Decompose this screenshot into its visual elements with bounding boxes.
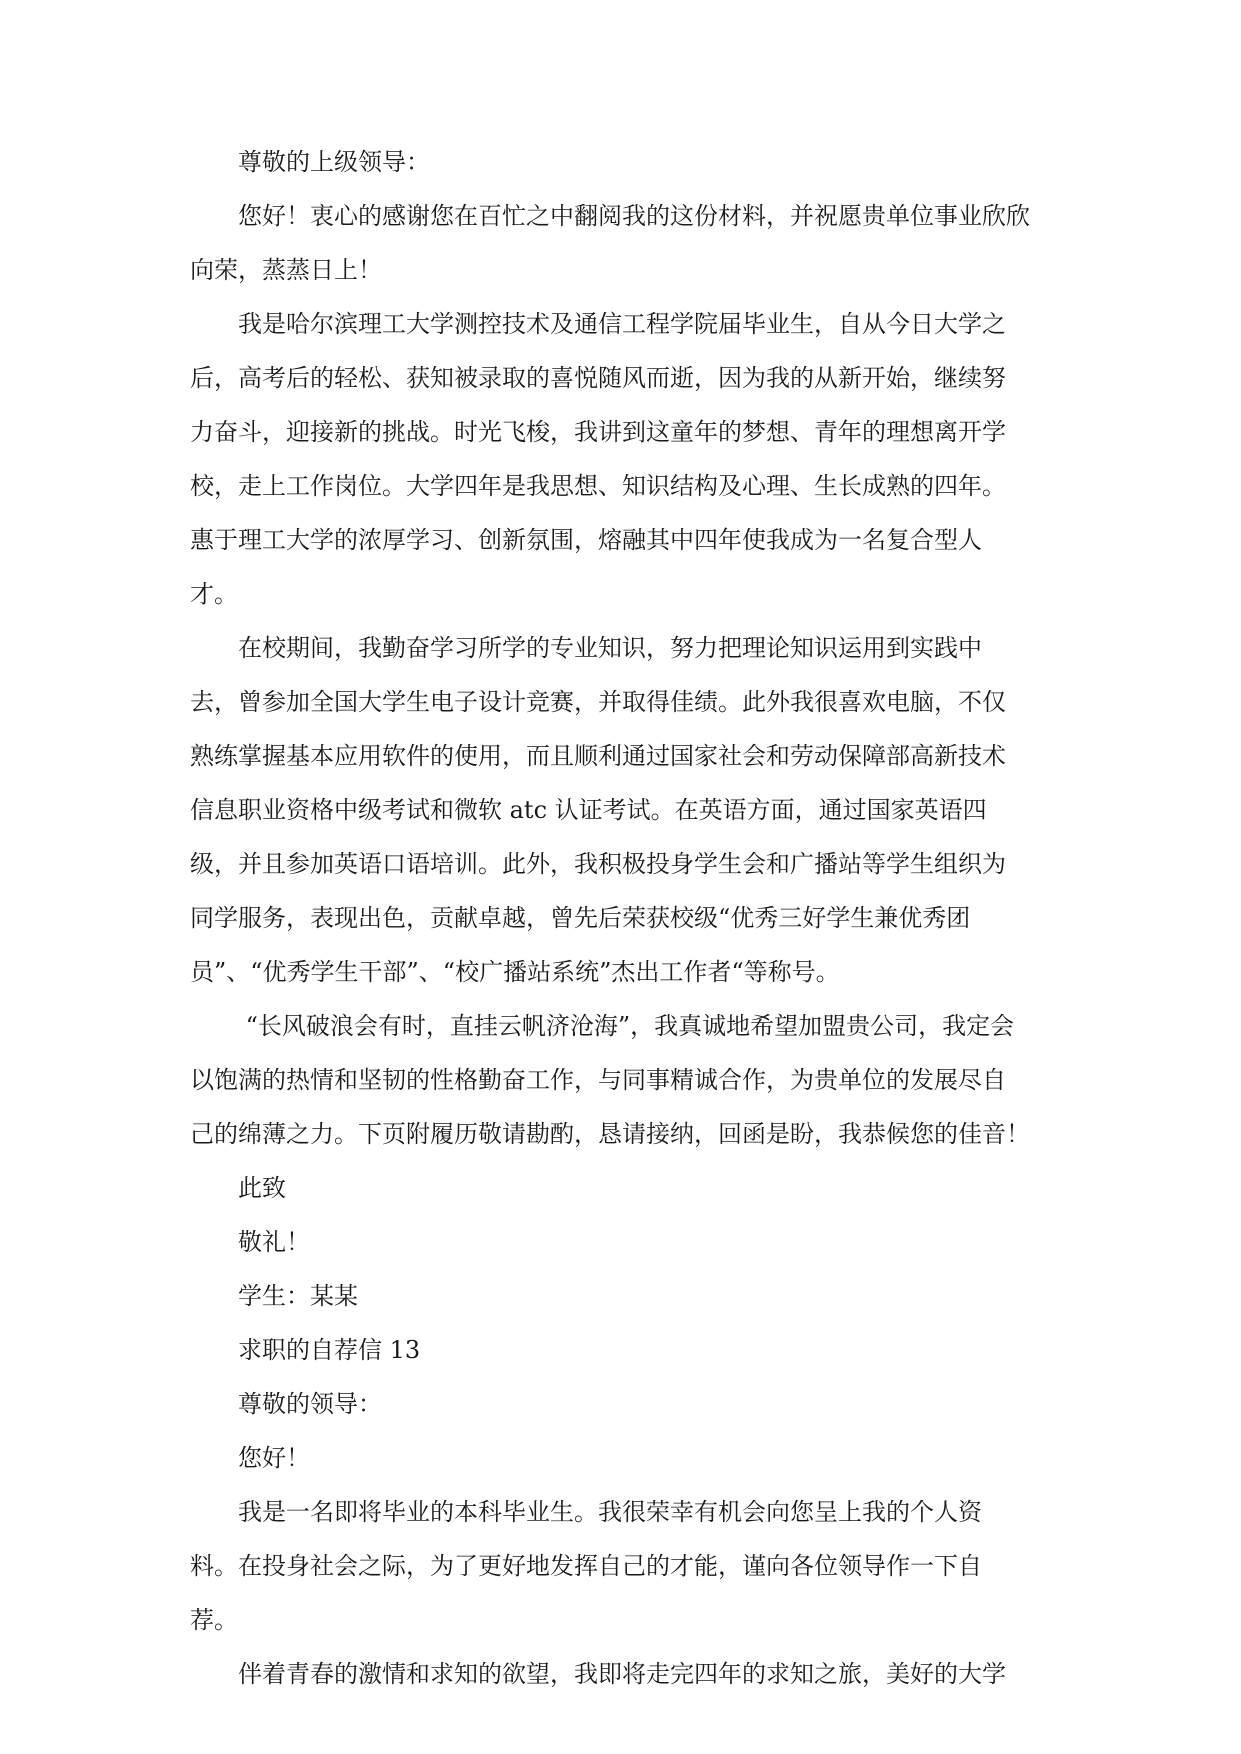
letter-body	[190, 150, 1060, 1686]
para2-line-6: 同学服务，表现出色，贡献卓越，曾先后荣获校级“优秀三好学生兼优秀团	[190, 904, 971, 932]
para1-line-3: 力奋斗，迎接新的挑战。时光飞梭，我讲到这童年的梦想、青年的理想离开学	[190, 418, 1006, 446]
para2-line-7: 员”、“优秀学生干部”、“校广播站系统”杰出工作者“等称号。	[190, 958, 840, 986]
para2-line-5: 级，并且参加英语口语培训。此外，我积极投身学生会和广播站等学生组织为	[190, 850, 1006, 878]
para2-line-2: 去，曾参加全国大学生电子设计竞赛，并取得佳绩。此外我很喜欢电脑，不仅	[190, 688, 1006, 716]
para2-line-3: 熟练掌握基本应用软件的使用，而且顺利通过国家社会和劳动保障部高新技术	[190, 742, 1006, 770]
para3-line-2: 以饱满的热情和坚韧的性格勤奋工作，与同事精诚合作，为贵单位的发展尽自	[190, 1066, 1006, 1094]
section-title: 求职的自荐信 13	[238, 1336, 421, 1364]
para1-line-4: 校，走上工作岗位。大学四年是我思想、知识结构及心理、生长成熟的四年。	[190, 472, 1006, 500]
para2-line-1: 在校期间，我勤奋学习所学的专业知识，努力把理论知识运用到实践中	[238, 634, 982, 662]
closing-line-2: 敬礼！	[238, 1228, 310, 1256]
letter2-para1-line-3: 荐。	[190, 1606, 238, 1634]
para3-line-3: 己的绵薄之力。下页附履历敬请勘酌，恳请接纳，回函是盼，我恭候您的佳音！	[190, 1120, 1030, 1148]
para3-line-1: “长风破浪会有时，直挂云帆济沧海”，我真诚地希望加盟贵公司，我定会	[238, 1012, 1015, 1040]
para1-line-6: 才。	[190, 580, 238, 608]
greeting-line-1: 您好！衷心的感谢您在百忙之中翻阅我的这份材料，并祝愿贵单位事业欣欣	[238, 202, 1030, 230]
para1-line-2: 后，高考后的轻松、获知被录取的喜悦随风而逝，因为我的从新开始，继续努	[190, 364, 1006, 392]
para2-line-4: 信息职业资格中级考试和微软 atc 认证考试。在英语方面，通过国家英语四	[190, 796, 987, 824]
signature: 学生：某某	[238, 1282, 358, 1310]
closing-line-1: 此致	[238, 1174, 286, 1202]
letter2-para2-line-1: 伴着青春的激情和求知的欲望，我即将走完四年的求知之旅，美好的大学	[238, 1660, 1006, 1688]
para1-line-5: 惠于理工大学的浓厚学习、创新氛围，熔融其中四年使我成为一名复合型人	[190, 526, 982, 554]
greeting-2: 您好！	[238, 1444, 310, 1472]
salutation-1: 尊敬的上级领导：	[238, 148, 430, 176]
para1-line-1: 我是哈尔滨理工大学测控技术及通信工程学院届毕业生，自从今日大学之	[238, 310, 1006, 338]
greeting-line-2: 向荣，蒸蒸日上！	[190, 256, 382, 284]
letter2-para1-line-2: 料。在投身社会之际，为了更好地发挥自己的才能，谨向各位领导作一下自	[190, 1552, 982, 1580]
salutation-2: 尊敬的领导：	[238, 1390, 382, 1418]
letter2-para1-line-1: 我是一名即将毕业的本科毕业生。我很荣幸有机会向您呈上我的个人资	[238, 1498, 982, 1526]
